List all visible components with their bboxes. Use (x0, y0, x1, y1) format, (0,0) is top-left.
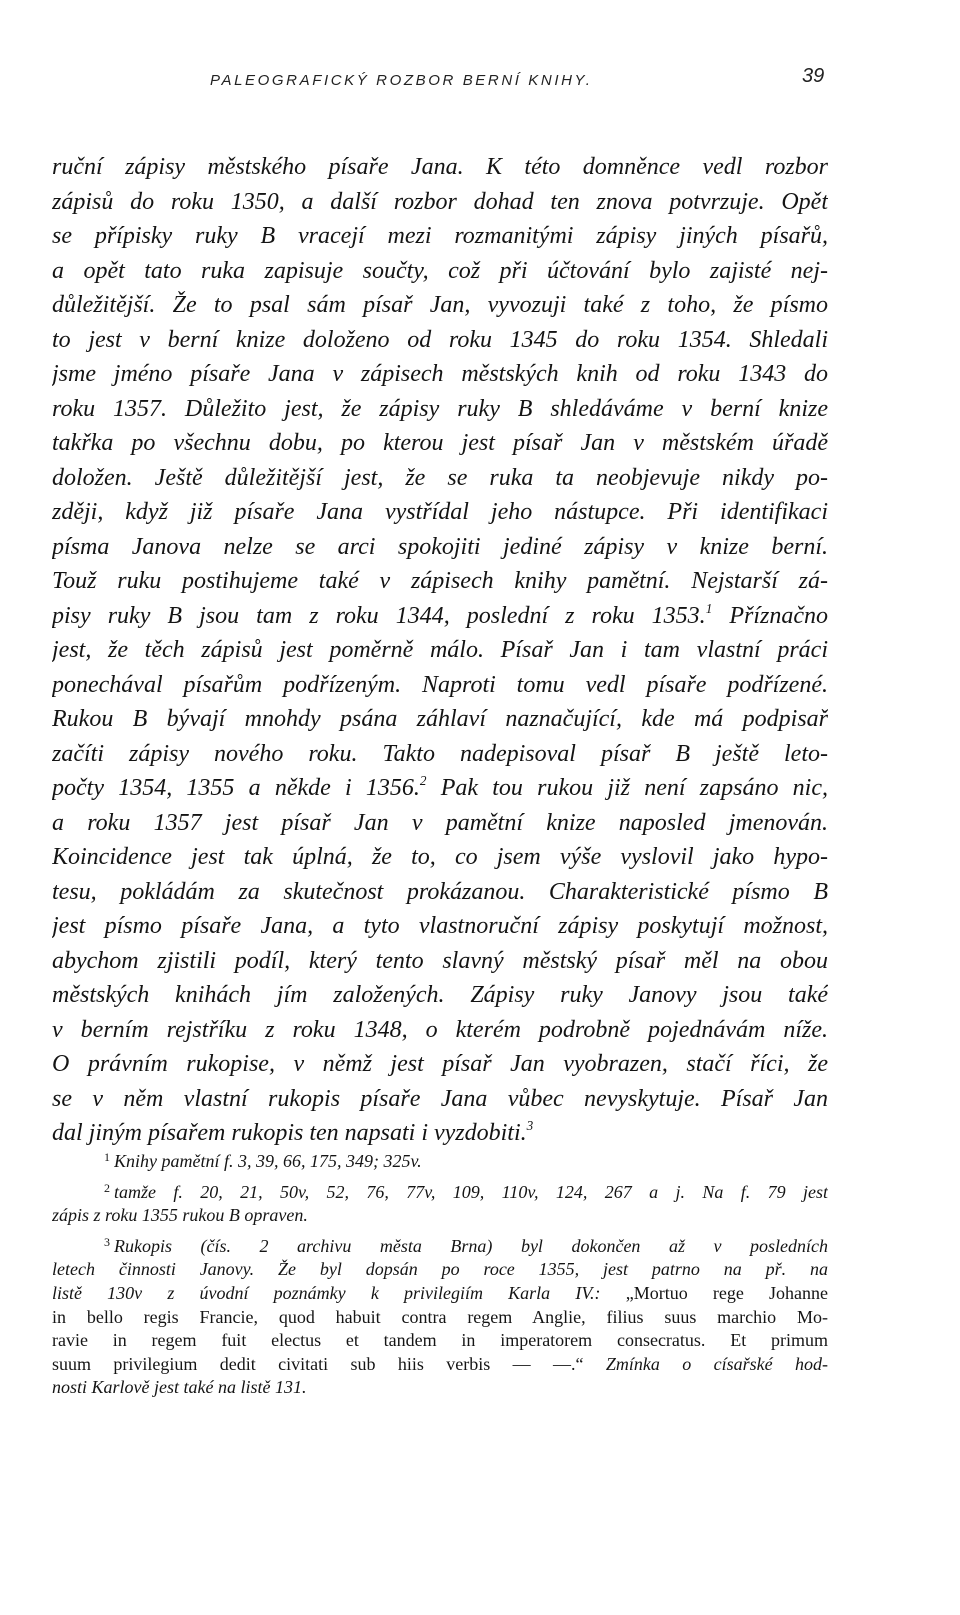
footnote-line (52, 1282, 828, 1306)
footnote-ref-1: 1 (705, 600, 713, 616)
footnote-number: 3 (104, 1234, 110, 1249)
footnote-2 (52, 1181, 828, 1228)
text-fragment: „Mortuo rege Johanne (625, 1282, 828, 1303)
footnote-line: nosti Karlově jest také na listě 131. (52, 1377, 307, 1398)
text-line: abychom zjistili podíl, který tento slavný městský písař měl na obou (52, 947, 828, 974)
text-line: a roku 1357 jest písař Jan v pamětní knize naposled jmenován. (52, 809, 828, 836)
page-number: 39 (802, 65, 825, 87)
footnote-line: zápis z roku 1355 rukou B opraven. (52, 1205, 308, 1226)
text-line: O právním rukopise, v němž jest písař Jan vyobrazen, stačí říci, že (52, 1051, 828, 1077)
footnote-3 (52, 1235, 828, 1400)
text-line: Touž ruku postihujeme také v zápisech knihy pamětní. Nejstarší zá- (52, 568, 828, 594)
text-line: zději, když již písaře Jana vystřídal jeho nástupce. Při identifikaci (52, 499, 828, 525)
text-line: jest, že těch zápisů jest poměrně málo. Písař Jan i tam vlastní práci (52, 637, 828, 663)
page-header (0, 60, 960, 100)
text-fragment: Zmínka o císařské hod- (605, 1353, 828, 1374)
footnote-line: ravie in regem fuit electus et tandem in imperatorem consecratus. Et primum (52, 1330, 828, 1351)
footnote-ref-2: 2 (419, 773, 427, 789)
text-line: důležitější. Že to psal sám písař Jan, vyvozuji také z toho, že písmo (52, 292, 828, 318)
text-line: a opět tato ruka zapisuje součty, což při účtování bylo zajisté nej- (52, 257, 828, 284)
text-line: ponechával písařům podřízeným. Naproti tomu vedl písaře podřízené. (52, 671, 828, 698)
footnote-line (52, 1353, 828, 1377)
text-line: tesu, pokládám za skutečnost prokázanou. Charakteristické písmo B (52, 878, 828, 905)
main-text (52, 150, 828, 1151)
text-line: jest písmo písaře Jana, a tyto vlastnoruční zápisy poskytují možnost, (52, 913, 828, 939)
text-line: Rukou B bývají mnohdy psána záhlaví naznačující, kde má podpisař (52, 706, 828, 732)
text-line: písma Janova nelze se arci spokojiti jediné zápisy v knize berní. (52, 533, 828, 560)
footnote-line: Knihy pamětní f. 3, 39, 66, 175, 349; 325v. (114, 1151, 422, 1171)
footnote-line: tamže f. 20, 21, 50v, 52, 76, 77v, 109, 110v, 124, 267 a j. Na f. 79 jest (114, 1181, 828, 1202)
text-fragment: počty 1354, 1355 a někde i 1356. (52, 775, 420, 801)
text-line: jsme jméno písaře Jana v zápisech městských knih od roku 1343 do (52, 361, 828, 387)
text-line: v berním rejstříku z roku 1348, o kterém podrobně pojednávám níže. (52, 1016, 828, 1043)
text-line: městských knihách jím založených. Zápisy ruky Janovy jsou také (52, 982, 828, 1008)
text-fragment: Příznačno (729, 602, 828, 629)
text-line: se přípisky ruky B vracejí mezi rozmanitými zápisy jiných písařů, (52, 223, 828, 249)
text-line: se v něm vlastní rukopis písaře Jana vůbec nevyskytuje. Písař Jan (52, 1085, 828, 1112)
footnote-ref-3: 3 (526, 1118, 534, 1134)
text-fragment: suum privilegium dedit civitati sub hiis verbis — —.“ (52, 1353, 584, 1374)
footnote-number: 2 (104, 1180, 110, 1195)
footnote-number: 1 (104, 1150, 110, 1164)
text-line: to jest v berní knize doloženo od roku 1345 do roku 1354. Shledali (52, 326, 828, 353)
running-title: PALEOGRAFICKÝ ROZBOR BERNÍ KNIHY. (210, 72, 593, 89)
footnote-line: Rukopis (čís. 2 archivu města Brna) byl dokončen až v posledních (114, 1235, 828, 1256)
text-line: ruční zápisy městského písaře Jana. K této domněnce vedl rozbor (52, 154, 828, 180)
text-line (52, 599, 828, 634)
footnote-line: in bello regis Francie, quod habuit contra regem Anglie, filius suus marchio Mo- (52, 1306, 828, 1327)
text-fragment: dal jiným písařem rukopis ten napsati i vyzdobiti. (52, 1120, 527, 1146)
text-line: Koincidence jest tak úplná, že to, co jsem výše vyslovil jako hypo- (52, 844, 828, 870)
text-line: takřka po všechnu dobu, po kterou jest písař Jan v městském úřadě (52, 430, 828, 456)
text-line: začíti zápisy nového roku. Takto nadepisoval písař B ještě leto- (52, 740, 828, 767)
text-fragment: Pak tou rukou již není zapsáno nic, (440, 775, 828, 801)
footnote-line: letech činnosti Janovy. Že byl dopsán po roce 1355, jest patrno na př. na (52, 1259, 828, 1280)
footnote-1 (104, 1150, 828, 1174)
text-line: roku 1357. Důležito jest, že zápisy ruky B shledáváme v berní knize (52, 395, 828, 422)
footnotes (52, 1150, 828, 1407)
text-fragment: pisy ruky B jsou tam z roku 1344, poslední z roku 1353. (52, 602, 706, 629)
text-line: doložen. Ještě důležitější jest, že se ruka ta neobjevuje nikdy po- (52, 464, 828, 491)
text-fragment: listě 130v z úvodní poznámky k privilegiím Karla IV.: (52, 1282, 601, 1303)
text-line: zápisů do roku 1350, a další rozbor dohad ten znova potvrzuje. Opět (52, 188, 828, 215)
text-line (52, 1116, 828, 1151)
text-line (52, 771, 828, 806)
